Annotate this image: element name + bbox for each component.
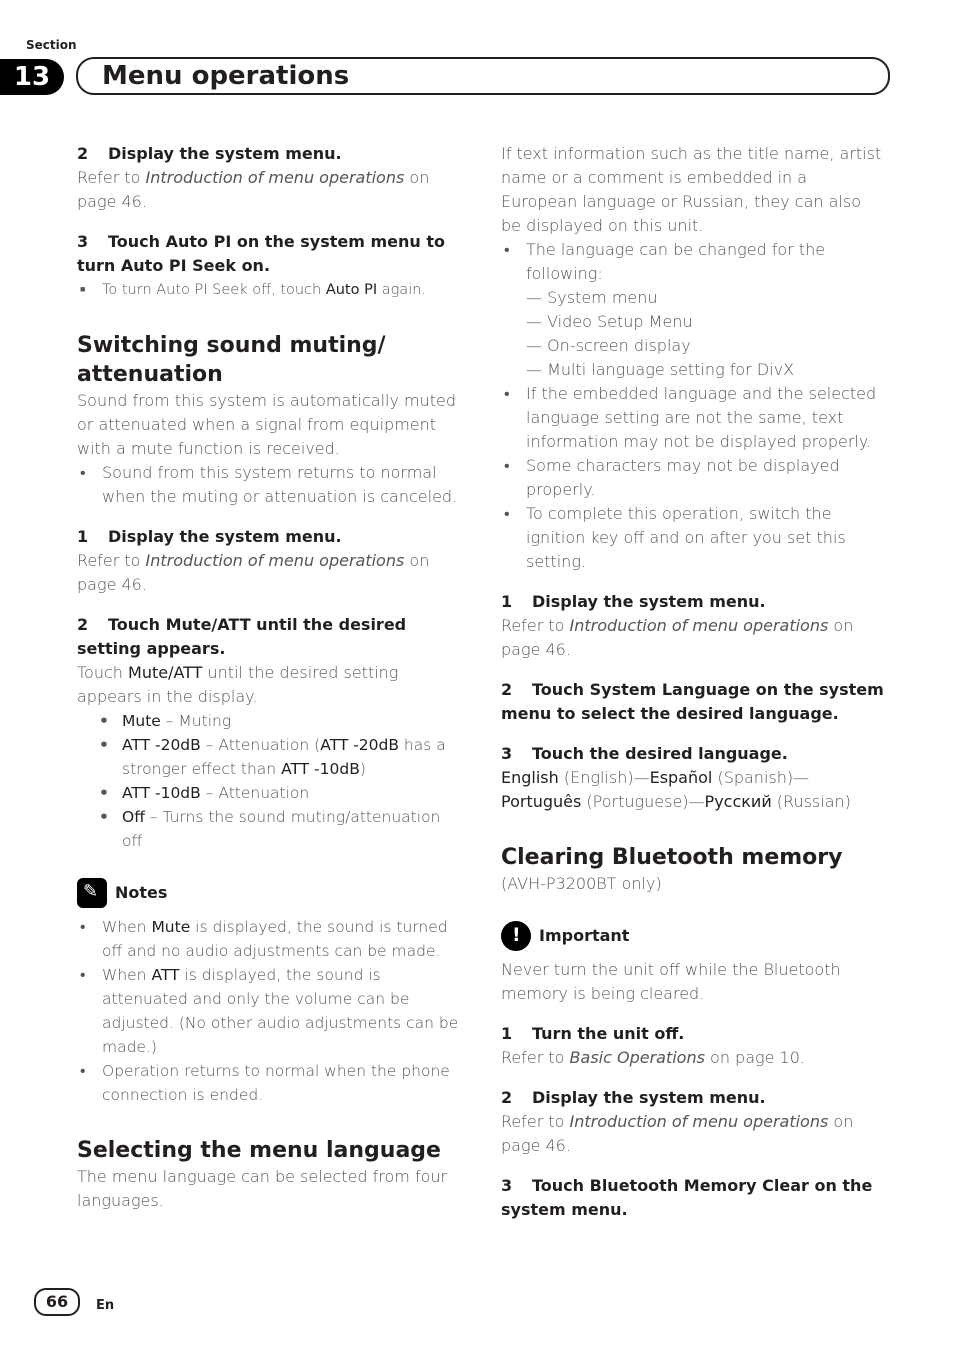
section-number: 13 [0,59,64,95]
step-reference: Refer to Introduction of menu operations on page 46. [77,551,430,594]
right-column [501,142,886,1222]
dash-item: — Video Setup Menu [526,312,693,331]
list-item: • To complete this operation, switch the ignition key off and on after you set this setting. [501,502,886,574]
title-bar [76,57,890,95]
step-heading: 3 Touch Bluetooth Memory Clear on the system menu. [501,1176,873,1219]
left-column [77,142,462,1213]
step-heading: 1 Display the system menu. [77,527,342,546]
list-item: • When ATT is displayed, the sound is attenuated and only the volume can be adjusted. (No other audio adjustments can be made.) [77,963,462,1059]
important-header: ! Important [501,920,886,952]
step-heading: 1 Display the system menu. [501,592,766,611]
list-item: • When Mute is displayed, the sound is turned off and no audio adjustments can be made. [77,915,462,963]
list-item: • Some characters may not be displayed properly. [501,454,886,502]
step-reference: Refer to Introduction of menu operations on page 46. [77,168,430,211]
step-heading: 3 Touch Auto PI on the system menu to turn Auto PI Seek on. [77,232,445,275]
paragraph: Never turn the unit off while the Bluetooth memory is being cleared. [501,960,841,1003]
step-heading: 3 Touch the desired language. [501,744,788,763]
step-reference: Refer to Introduction of menu operations on page 46. [501,1112,854,1155]
step-heading: 1 Turn the unit off. [501,1024,685,1043]
list-item: • The language can be changed for the following: [501,238,886,286]
page-language: En [96,1298,115,1313]
important-icon [501,921,531,951]
list-item: • Sound from this system returns to normal when the muting or attenuation is canceled. [77,461,462,509]
section-label: Section [26,38,77,52]
paragraph: Touch Mute/ATT until the desired setting appears in the display. [77,663,399,706]
page-number: 66 [34,1288,80,1316]
model-note: (AVH-P3200BT only) [501,874,662,893]
dash-item: — System menu [526,288,658,307]
list-item: • If the embedded language and the selected language setting are not the same, text information may not be displayed properly. [501,382,886,454]
section-heading: Clearing Bluetooth memory [501,845,843,870]
step-heading: 2 Display the system menu. [501,1088,766,1107]
list-item: • ATT -10dB – Attenuation [77,781,462,805]
paragraph: Sound from this system is automatically muted or attenuated when a signal from equipment with a mute function is received. [77,391,457,458]
language-list: English (English)—Español (Spanish)— Português (Portuguese)—Русский (Russian) [501,768,851,811]
notes-pencil-icon [77,878,107,908]
step-heading: 2 Touch System Language on the system menu to select the desired language. [501,680,884,723]
step-heading: 2 Touch Mute/ATT until the desired setting appears. [77,615,407,658]
notes-header: ✎ Notes [77,877,462,909]
page-title: Menu operations [102,61,350,91]
list-item: ■ To turn Auto PI Seek off, touch Auto PI again. [77,278,462,302]
dash-item: — Multi language setting for DivX [526,360,795,379]
paragraph: If text information such as the title name, artist name or a comment is embedded in a European language or Russian, they can also be displayed on this unit. [501,144,882,235]
list-item: • ATT -20dB – Attenuation (ATT -20dB has a stronger effect than ATT -10dB) [77,733,462,781]
list-item: • Mute – Muting [77,709,462,733]
section-heading: Selecting the menu language [77,1138,441,1163]
list-item: • Operation returns to normal when the phone connection is ended. [77,1059,462,1107]
paragraph: The menu language can be selected from four languages. [77,1167,448,1210]
section-heading: Switching sound muting/ attenuation [77,333,386,387]
step-reference: Refer to Basic Operations on page 10. [501,1048,805,1067]
step-heading: 2 Display the system menu. [77,144,342,163]
list-item: • Off – Turns the sound muting/attenuation off [77,805,462,853]
dash-item: — On-screen display [526,336,691,355]
step-reference: Refer to Introduction of menu operations on page 46. [501,616,854,659]
